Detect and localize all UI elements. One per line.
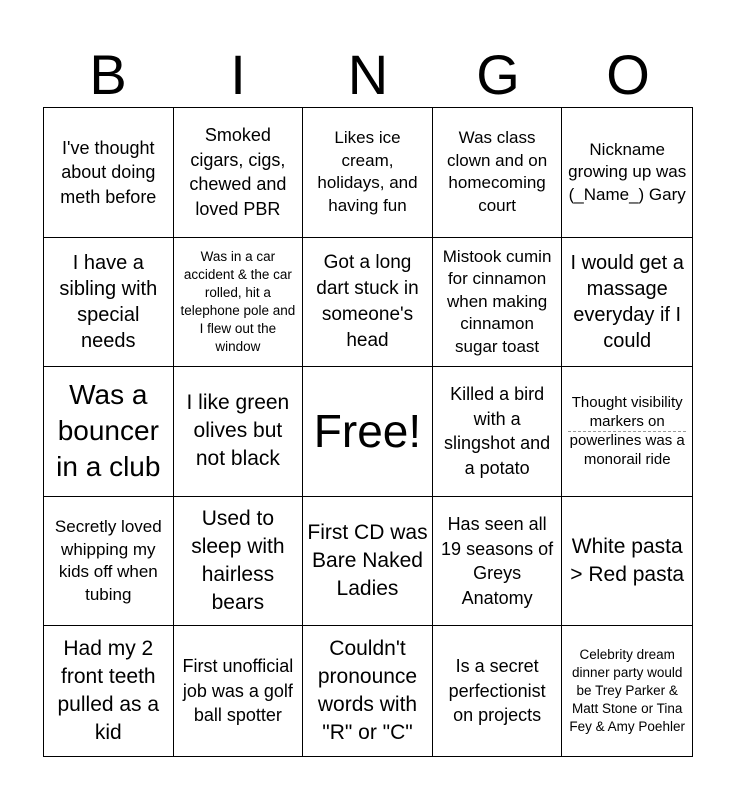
cell-text: Smoked cigars, cigs, chewed and loved PBR [189, 125, 287, 219]
bingo-cell-i1[interactable] [174, 108, 304, 238]
cell-text: Likes ice cream, holidays, and having fun [317, 128, 418, 215]
cell-text: Used to sleep with hairless bears [191, 507, 285, 615]
header-letter-o: O [606, 43, 650, 106]
bingo-cell-n1[interactable] [303, 108, 433, 238]
bingo-cell-o3[interactable] [562, 367, 692, 497]
bingo-cell-g2[interactable] [433, 238, 563, 368]
cell-text: White pasta > Red pasta [570, 535, 685, 587]
header-letter-g: G [476, 43, 520, 106]
cell-text: Has seen all 19 seasons of Greys Anatomy [441, 514, 554, 608]
bingo-cell-n2[interactable] [303, 238, 433, 368]
bingo-cell-i2[interactable] [174, 238, 304, 368]
bingo-cell-i4[interactable] [174, 497, 304, 627]
cell-text: Got a long dart stuck in someone's head [316, 251, 419, 351]
cell-text: Celebrity dream dinner party would be Trey Parker & Matt Stone or Tina Fey & Amy Poehler [569, 647, 685, 735]
bingo-cell-g4[interactable] [433, 497, 563, 627]
cell-text: First CD was Bare Naked Ladies [307, 521, 428, 601]
cell-text: I like green olives but not black [186, 391, 290, 471]
bingo-cell-b5[interactable] [44, 626, 174, 756]
cell-text: Mistook cumin for cinnamon when making cinnamon sugar toast [442, 246, 552, 356]
bingo-cell-o1[interactable] [562, 108, 692, 238]
cell-text: I would get a massage everyday if I could [570, 251, 684, 352]
cell-text: Secretly loved whipping my kids off when tubing [54, 517, 162, 604]
bingo-cell-o5[interactable] [562, 626, 692, 756]
bingo-cell-b4[interactable] [44, 497, 174, 627]
header-letter-b: B [89, 43, 127, 106]
bingo-cell-n4[interactable] [303, 497, 433, 627]
free-space-text: Free! [313, 405, 422, 458]
bingo-cell-b2[interactable] [44, 238, 174, 368]
bingo-cell-o4[interactable] [562, 497, 692, 627]
header-letter-n: N [347, 43, 389, 106]
bingo-cell-b3[interactable] [44, 367, 174, 497]
cell-text: Thought visibility markers on powerlines was a monorail ride [569, 394, 685, 469]
bingo-cell-i3[interactable] [174, 367, 304, 497]
bingo-cell-g5[interactable] [433, 626, 563, 756]
cell-text: Was class clown and on homecoming court [447, 128, 548, 215]
bingo-cell-i5[interactable] [174, 626, 304, 756]
cell-text: Had my 2 front teeth pulled as a kid [57, 637, 160, 745]
header-letter-i: I [230, 43, 246, 106]
cell-text: I've thought about doing meth before [60, 137, 157, 207]
cell-text: First unofficial job was a golf ball spotter [182, 656, 294, 726]
bingo-cell-n5[interactable] [303, 626, 433, 756]
cell-text: Is a secret perfectionist on projects [448, 656, 546, 726]
bingo-card-grid [43, 107, 693, 757]
cell-text: Was a bouncer in a club [56, 379, 161, 483]
bingo-cell-g1[interactable] [433, 108, 563, 238]
bingo-cell-o2[interactable] [562, 238, 692, 368]
cell-text: Nickname growing up was (_Name_) Gary [568, 139, 687, 204]
bingo-cell-g3[interactable] [433, 367, 563, 497]
cell-text: Killed a bird with a slingshot and a potato [444, 384, 551, 478]
cell-text: I have a sibling with special needs [59, 251, 158, 352]
bingo-cell-b1[interactable] [44, 108, 174, 238]
cell-text: Couldn't pronounce words with "R" or "C" [317, 637, 418, 745]
strike-mark [568, 431, 686, 432]
cell-text: Was in a car accident & the car rolled, hit a telephone pole and I flew out the window [180, 248, 296, 354]
free-space-cell[interactable] [303, 367, 433, 497]
bingo-header [43, 44, 693, 106]
